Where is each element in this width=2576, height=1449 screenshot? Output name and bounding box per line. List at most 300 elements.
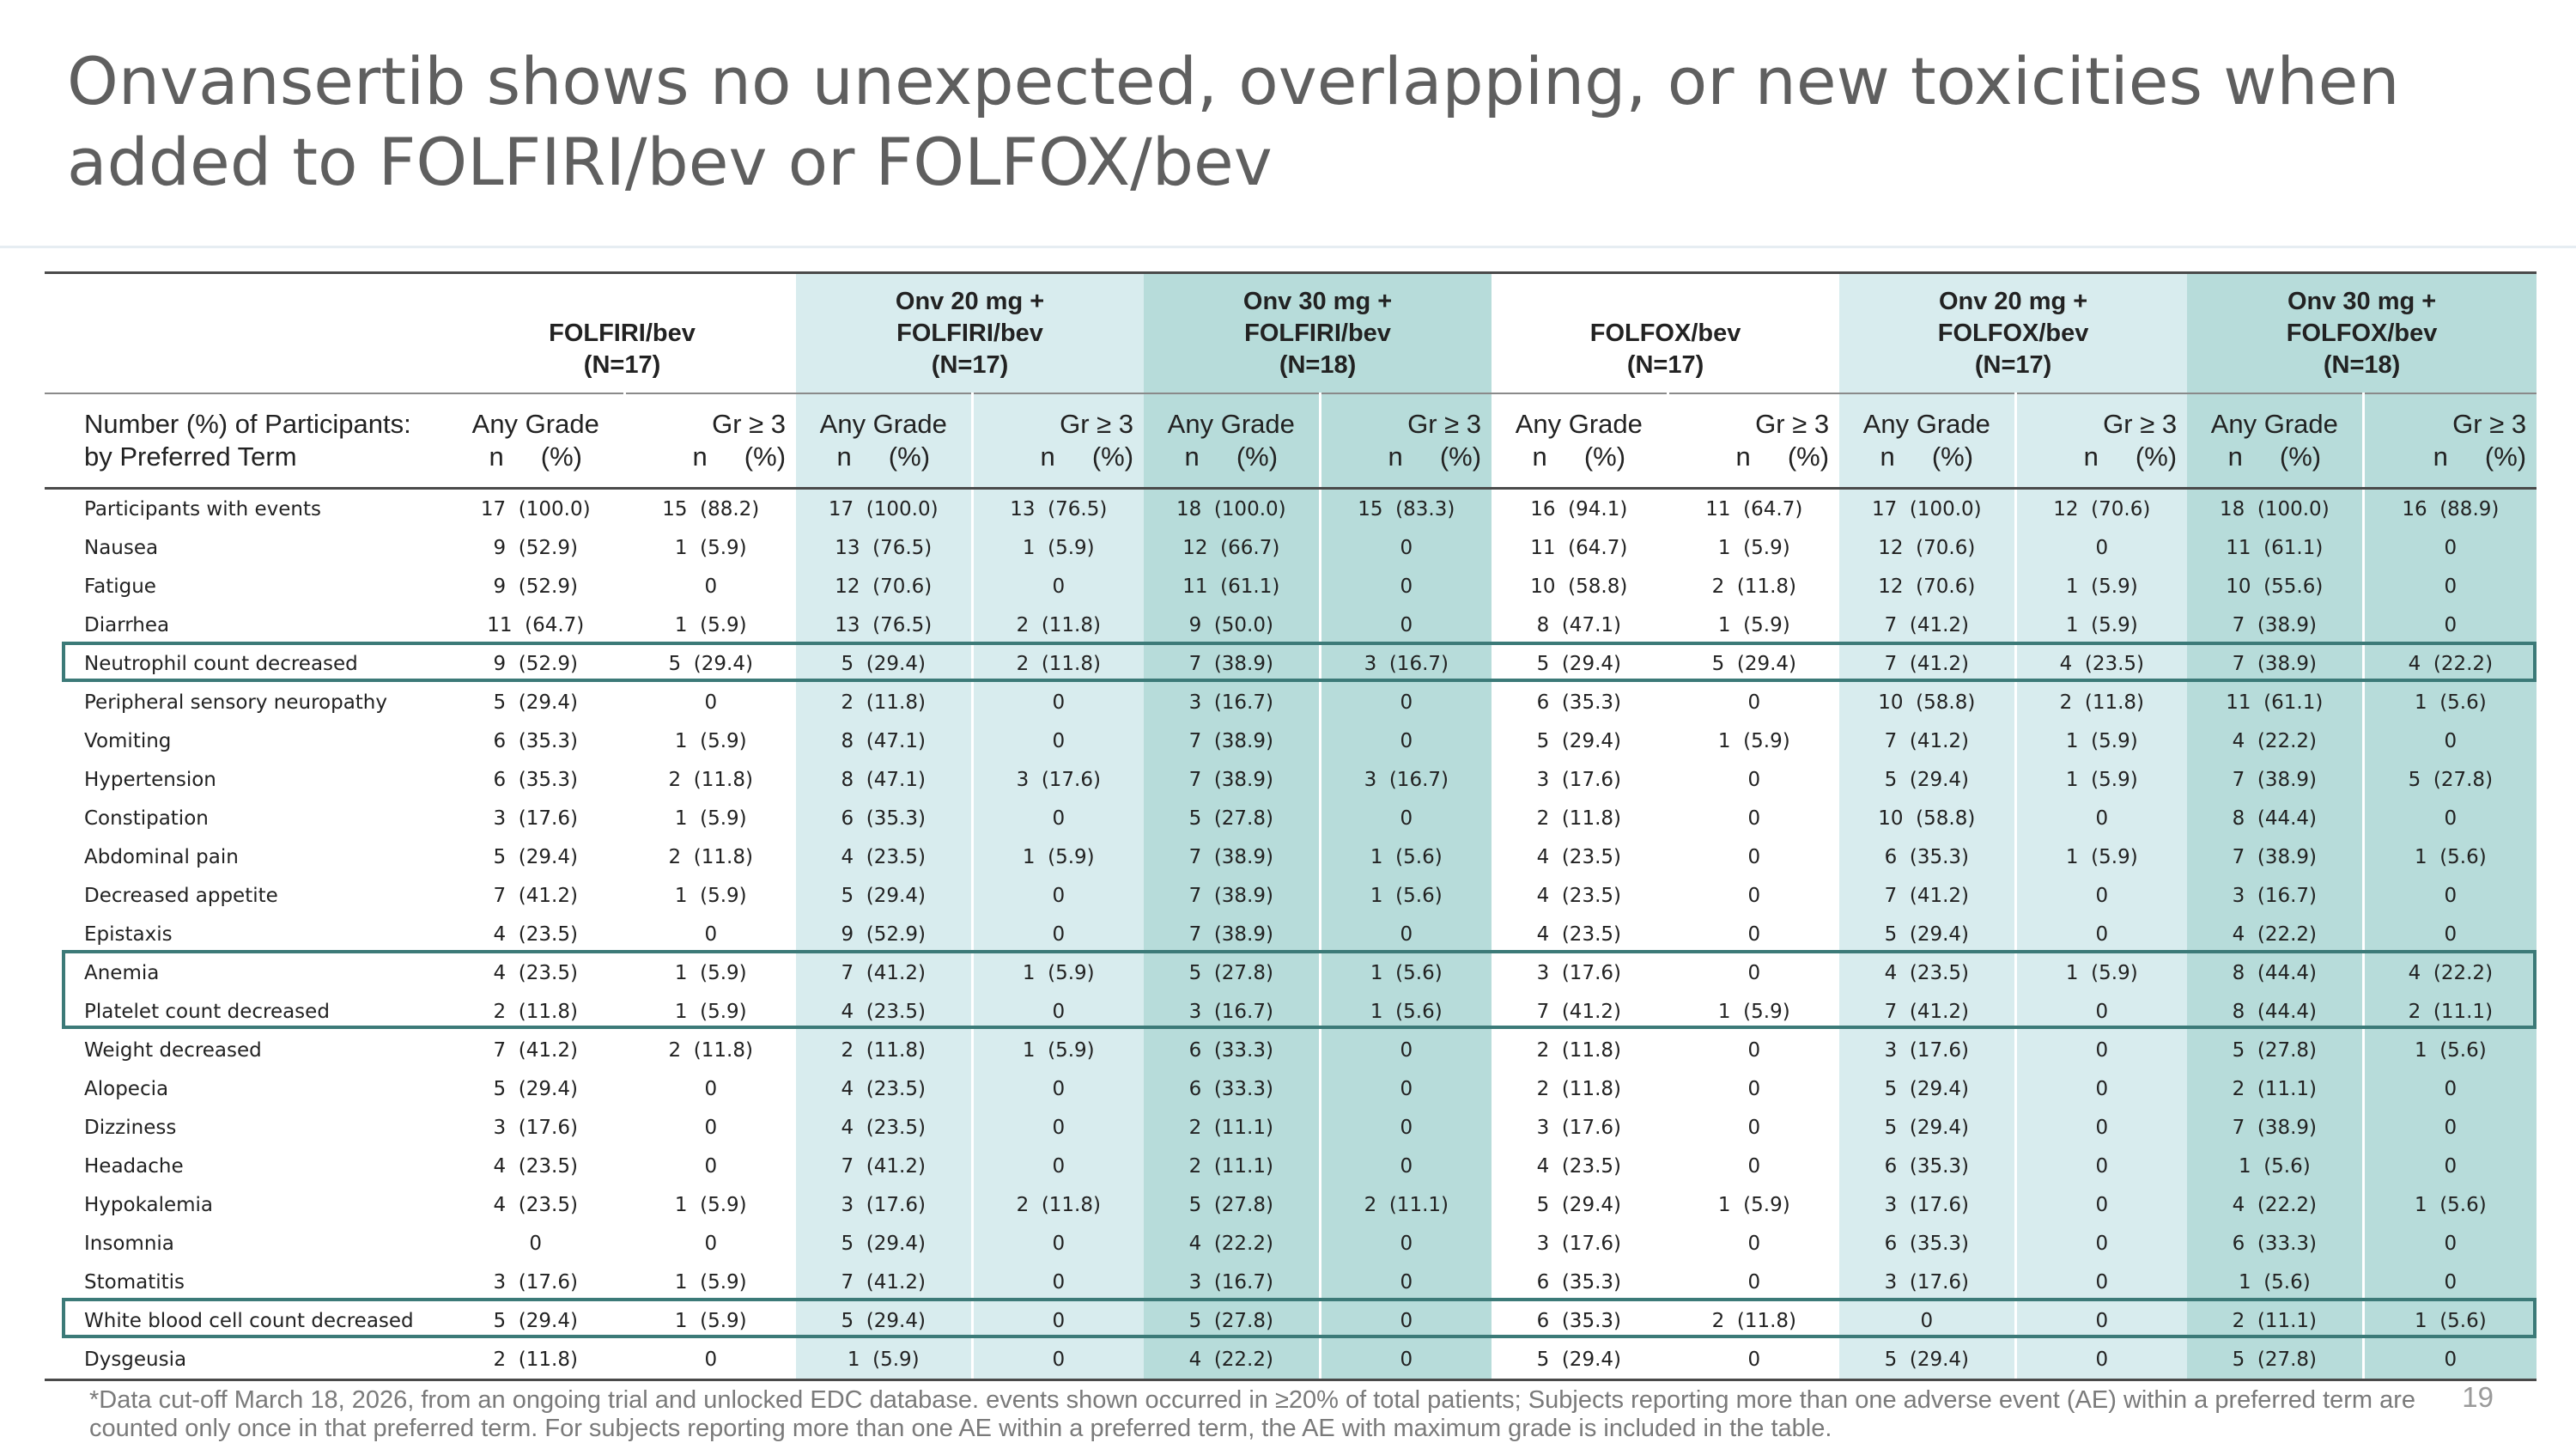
grade3-cell: 0 [1668, 915, 1839, 953]
any-grade-cell: 4 (22.2) [2187, 915, 2363, 953]
any-grade-cell: 12 (70.6) [1839, 528, 2015, 567]
table-row [45, 1340, 2537, 1380]
any-grade-cell: 4 (23.5) [796, 1108, 972, 1147]
any-grade-cell: 5 (27.8) [1144, 799, 1320, 837]
any-grade-cell: 7 (38.9) [2187, 606, 2363, 644]
grade3-cell: 0 [2363, 721, 2537, 760]
grade3-cell: 0 [1668, 1108, 1839, 1147]
any-grade-cell: 7 (38.9) [1144, 760, 1320, 799]
grade3-cell: 1 (5.9) [624, 953, 796, 992]
any-grade-cell: 13 (76.5) [796, 528, 972, 567]
any-grade-cell: 6 (35.3) [1536, 1309, 1621, 1332]
grade3-cell: 1 (5.9) [2015, 760, 2187, 799]
grade3-cell: 0 [1320, 1031, 1492, 1069]
sub-header-row [45, 393, 2537, 489]
preferred-term-cell: Anemia [84, 961, 160, 984]
grade3-cell: 1 (5.9) [972, 1031, 1144, 1069]
any-grade-cell: 9 (50.0) [1144, 606, 1320, 644]
any-grade-cell: 6 (33.3) [1144, 1031, 1320, 1069]
any-grade-cell: 10 (55.6) [2187, 567, 2363, 606]
grade3-cell: 2 (11.8) [2015, 683, 2187, 721]
grade3-cell: 0 [2015, 1301, 2187, 1340]
any-grade-cell: 4 (22.2) [2187, 1185, 2363, 1224]
grade3-cell: 0 [1668, 876, 1839, 915]
any-grade-cell: 7 (41.2) [1839, 876, 2015, 915]
any-grade-cell: 4 (22.2) [1144, 1340, 1320, 1380]
grade3-cell: 4 (22.2) [2363, 953, 2537, 992]
any-grade-cell: 7 (38.9) [1144, 837, 1320, 876]
grade3-cell: 12 (70.6) [2015, 489, 2187, 529]
any-grade-cell: 4 (23.5) [493, 961, 578, 984]
grade3-cell: 0 [972, 876, 1144, 915]
grade3-cell: 0 [2015, 1340, 2187, 1380]
any-grade-cell: 9 (52.9) [493, 652, 578, 675]
grade3-cell: 1 (5.9) [624, 606, 796, 644]
grade3-cell: 0 [1668, 1147, 1839, 1185]
table-row [45, 528, 2537, 567]
grade3-cell: 0 [2363, 1069, 2537, 1108]
any-grade-cell: 11 (61.1) [2187, 683, 2363, 721]
any-grade-cell: 5 (29.4) [1839, 760, 2015, 799]
title-divider [0, 246, 2576, 248]
grade3-cell: 3 (17.6) [972, 760, 1144, 799]
grade3-cell: 0 [1320, 528, 1492, 567]
grade3-header: Gr ≥ 3 n (%) [2363, 393, 2537, 489]
table-row [45, 1031, 2537, 1069]
grade3-cell: 5 (27.8) [2363, 760, 2537, 799]
any-grade-header: Any Grade n (%) [448, 393, 624, 489]
grade3-cell: 1 (5.9) [1668, 1185, 1839, 1224]
grade3-cell: 15 (88.2) [624, 489, 796, 529]
any-grade-cell: 5 (29.4) [493, 691, 578, 714]
any-grade-cell: 6 (35.3) [1839, 837, 2015, 876]
any-grade-cell: 17 (100.0) [480, 497, 591, 521]
any-grade-cell: 5 (29.4) [493, 1077, 578, 1100]
grade3-cell: 0 [972, 1263, 1144, 1301]
any-grade-cell: 4 (23.5) [1536, 884, 1621, 907]
any-grade-cell: 7 (38.9) [2187, 1108, 2363, 1147]
preferred-term-cell: Stomatitis [84, 1270, 185, 1294]
grade3-cell: 15 (83.3) [1320, 489, 1492, 529]
grade3-cell: 0 [2363, 915, 2537, 953]
any-grade-cell: 5 (27.8) [1144, 1301, 1320, 1340]
grade3-cell: 0 [1320, 915, 1492, 953]
grade3-cell: 0 [1320, 1108, 1492, 1147]
preferred-term-cell: Platelet count decreased [84, 1000, 330, 1023]
group-header-onv20-folfox-bev: Onv 20 mg + FOLFOX/bev (N=17) [1839, 273, 2187, 394]
table-row [45, 1301, 2537, 1340]
any-grade-cell: 7 (38.9) [1144, 721, 1320, 760]
grade3-cell: 0 [1668, 953, 1839, 992]
any-grade-cell: 7 (41.2) [1839, 644, 2015, 683]
any-grade-cell: 7 (41.2) [493, 884, 578, 907]
any-grade-cell: 2 (11.8) [1536, 1077, 1621, 1100]
grade3-cell: 0 [1668, 837, 1839, 876]
any-grade-cell: 5 (29.4) [796, 644, 972, 683]
preferred-term-cell: Neutrophil count decreased [84, 652, 358, 675]
grade3-cell: 1 (5.6) [1320, 992, 1492, 1031]
any-grade-cell: 11 (61.1) [2187, 528, 2363, 567]
any-grade-cell: 10 (58.8) [1530, 575, 1628, 598]
any-grade-cell: 6 (35.3) [1839, 1147, 2015, 1185]
any-grade-cell: 7 (41.2) [1839, 992, 2015, 1031]
any-grade-header: Any Grade n (%) [1144, 393, 1320, 489]
group-header-folfox-bev: FOLFOX/bev (N=17) [1492, 273, 1839, 394]
any-grade-cell: 2 (11.8) [493, 1000, 578, 1023]
any-grade-cell: 7 (41.2) [796, 953, 972, 992]
grade3-cell: 3 (16.7) [1320, 760, 1492, 799]
grade3-cell: 0 [1320, 606, 1492, 644]
footnote: *Data cut-off March 18, 2026, from an ongoing trial and unlocked EDC database. events shown occurred in ≥20% of total patients; Subjects reporting more than one adverse event (AE) within a preferred term are counted only once in that preferred term. For subjects reporting more than one AE within a preferred term, the AE with maximum grade is included in the table. [89, 1386, 2416, 1442]
grade3-cell: 1 (5.6) [1320, 837, 1492, 876]
grade3-cell: 0 [2363, 606, 2537, 644]
grade3-cell: 0 [1320, 567, 1492, 606]
table-body [45, 489, 2537, 1380]
group-header-onv30-folfox-bev: Onv 30 mg + FOLFOX/bev (N=18) [2187, 273, 2537, 394]
grade3-cell: 1 (5.9) [2015, 721, 2187, 760]
preferred-term-cell: Abdominal pain [84, 845, 239, 868]
preferred-term-cell: Participants with events [84, 497, 322, 521]
grade3-cell: 1 (5.9) [2015, 606, 2187, 644]
grade3-cell: 0 [972, 1340, 1144, 1380]
any-grade-cell: 10 (58.8) [1839, 799, 2015, 837]
grade3-cell: 0 [2015, 799, 2187, 837]
slide-title: Onvansertib shows no unexpected, overlapping, or new toxicities when added to FOLFIRI/bev or FOLFOX/bev [67, 43, 2400, 200]
grade3-cell: 0 [1668, 760, 1839, 799]
grade3-cell: 0 [1320, 1301, 1492, 1340]
grade3-header: Gr ≥ 3 n (%) [624, 393, 796, 489]
table-row [45, 1108, 2537, 1147]
group-header-onv20-folfiri-bev: Onv 20 mg + FOLFIRI/bev (N=17) [796, 273, 1144, 394]
any-grade-cell: 4 (23.5) [796, 1069, 972, 1108]
preferred-term-cell: Weight decreased [84, 1038, 262, 1062]
any-grade-header: Any Grade n (%) [2187, 393, 2363, 489]
table-row [45, 799, 2537, 837]
any-grade-cell: 4 (23.5) [493, 1154, 578, 1178]
any-grade-cell: 5 (29.4) [1536, 1193, 1621, 1216]
any-grade-cell: 16 (94.1) [1530, 497, 1628, 521]
grade3-cell: 0 [2015, 1185, 2187, 1224]
grade3-cell: 1 (5.6) [2363, 1185, 2537, 1224]
table-row [45, 953, 2537, 992]
grade3-cell: 0 [2015, 528, 2187, 567]
any-grade-cell: 5 (27.8) [2187, 1031, 2363, 1069]
grade3-cell: 0 [1668, 683, 1839, 721]
any-grade-cell: 2 (11.8) [1536, 1038, 1621, 1062]
any-grade-cell: 3 (16.7) [2187, 876, 2363, 915]
grade3-cell: 11 (64.7) [1668, 489, 1839, 529]
grade3-header: Gr ≥ 3 n (%) [1320, 393, 1492, 489]
any-grade-cell: 8 (44.4) [2187, 992, 2363, 1031]
any-grade-cell: 5 (29.4) [1536, 729, 1621, 752]
grade3-cell: 0 [1320, 1224, 1492, 1263]
grade3-cell: 1 (5.9) [2015, 837, 2187, 876]
any-grade-cell: 3 (16.7) [1144, 683, 1320, 721]
grade3-cell: 0 [972, 992, 1144, 1031]
any-grade-cell: 4 (23.5) [1536, 922, 1621, 946]
any-grade-header: Any Grade n (%) [1492, 393, 1668, 489]
grade3-cell: 0 [2015, 1069, 2187, 1108]
any-grade-cell: 9 (52.9) [493, 536, 578, 559]
grade3-cell: 1 (5.9) [624, 1301, 796, 1340]
grade3-cell: 0 [972, 567, 1144, 606]
any-grade-cell: 9 (52.9) [796, 915, 972, 953]
any-grade-cell: 12 (66.7) [1144, 528, 1320, 567]
any-grade-cell: 5 (29.4) [1839, 915, 2015, 953]
any-grade-header: Any Grade n (%) [1839, 393, 2015, 489]
row-header-label: Number (%) of Participants: by Preferred Term [45, 393, 448, 489]
grade3-cell: 1 (5.9) [624, 799, 796, 837]
preferred-term-cell: Decreased appetite [84, 884, 278, 907]
any-grade-cell: 5 (29.4) [796, 1224, 972, 1263]
grade3-cell: 5 (29.4) [1668, 644, 1839, 683]
grade3-cell: 0 [624, 1069, 796, 1108]
grade3-cell: 1 (5.9) [624, 1263, 796, 1301]
any-grade-cell: 2 (11.1) [2187, 1301, 2363, 1340]
grade3-cell: 1 (5.9) [2015, 953, 2187, 992]
table-row [45, 876, 2537, 915]
any-grade-cell: 8 (47.1) [796, 721, 972, 760]
grade3-cell: 1 (5.9) [1668, 528, 1839, 567]
grade3-cell: 0 [624, 1224, 796, 1263]
any-grade-cell: 7 (41.2) [1839, 721, 2015, 760]
table-row [45, 1224, 2537, 1263]
any-grade-cell: 5 (27.8) [1144, 1185, 1320, 1224]
grade3-cell: 13 (76.5) [972, 489, 1144, 529]
grade3-cell: 1 (5.9) [2015, 567, 2187, 606]
any-grade-cell: 5 (29.4) [493, 845, 578, 868]
preferred-term-cell: Dizziness [84, 1116, 177, 1139]
table-row [45, 567, 2537, 606]
adverse-events-table [45, 271, 2537, 1381]
grade3-cell: 1 (5.9) [972, 528, 1144, 567]
any-grade-cell: 11 (64.7) [487, 613, 585, 636]
grade3-cell: 0 [972, 1069, 1144, 1108]
any-grade-cell: 5 (29.4) [796, 1301, 972, 1340]
any-grade-cell: 4 (23.5) [796, 837, 972, 876]
grade3-cell: 0 [1320, 1340, 1492, 1380]
preferred-term-cell: Diarrhea [84, 613, 170, 636]
any-grade-cell: 2 (11.1) [1144, 1147, 1320, 1185]
grade3-cell: 0 [1668, 1069, 1839, 1108]
any-grade-cell: 6 (33.3) [2187, 1224, 2363, 1263]
any-grade-cell: 5 (27.8) [1144, 953, 1320, 992]
grade3-cell: 0 [972, 721, 1144, 760]
table-row [45, 1147, 2537, 1185]
grade3-cell: 0 [1320, 799, 1492, 837]
any-grade-cell: 4 (23.5) [796, 992, 972, 1031]
grade3-cell: 1 (5.6) [2363, 1031, 2537, 1069]
preferred-term-cell: Alopecia [84, 1077, 169, 1100]
grade3-cell: 0 [972, 799, 1144, 837]
grade3-cell: 0 [2363, 1147, 2537, 1185]
any-grade-cell: 12 (70.6) [1839, 567, 2015, 606]
table-row [45, 489, 2537, 529]
corner-cell [45, 273, 448, 394]
any-grade-cell: 2 (11.8) [448, 1340, 624, 1380]
any-grade-cell: 6 (35.3) [493, 729, 578, 752]
any-grade-cell: 3 (16.7) [1144, 992, 1320, 1031]
any-grade-cell: 5 (29.4) [493, 1309, 578, 1332]
any-grade-cell: 6 (35.3) [796, 799, 972, 837]
any-grade-cell: 3 (17.6) [493, 1270, 578, 1294]
grade3-cell: 1 (5.6) [2363, 837, 2537, 876]
table-row [45, 1185, 2537, 1224]
grade3-cell: 2 (11.8) [972, 1185, 1144, 1224]
grade3-header: Gr ≥ 3 n (%) [972, 393, 1144, 489]
grade3-cell: 1 (5.6) [1320, 876, 1492, 915]
grade3-cell: 1 (5.9) [1668, 721, 1839, 760]
grade3-cell: 2 (11.8) [624, 1031, 796, 1069]
table-row [45, 1069, 2537, 1108]
grade3-cell: 0 [624, 915, 796, 953]
any-grade-cell: 3 (17.6) [1839, 1263, 2015, 1301]
grade3-cell: 1 (5.9) [624, 1185, 796, 1224]
grade3-cell: 0 [1668, 1224, 1839, 1263]
table-row [45, 837, 2537, 876]
grade3-cell: 0 [624, 567, 796, 606]
table-row [45, 992, 2537, 1031]
preferred-term-cell: Epistaxis [84, 922, 173, 946]
any-grade-cell: 6 (35.3) [1839, 1224, 2015, 1263]
grade3-cell: 3 (16.7) [1320, 644, 1492, 683]
any-grade-cell: 2 (11.8) [796, 1031, 972, 1069]
any-grade-cell: 3 (17.6) [1839, 1185, 2015, 1224]
any-grade-cell: 8 (47.1) [796, 760, 972, 799]
grade3-cell: 0 [2015, 1031, 2187, 1069]
grade3-cell: 0 [2363, 528, 2537, 567]
any-grade-cell: 6 (33.3) [1144, 1069, 1320, 1108]
any-grade-cell: 7 (41.2) [796, 1263, 972, 1301]
preferred-term-cell: Hypokalemia [84, 1193, 214, 1216]
group-header-folfiri-bev: FOLFIRI/bev (N=17) [448, 273, 796, 394]
table-row [45, 760, 2537, 799]
any-grade-cell: 17 (100.0) [796, 489, 972, 529]
any-grade-cell: 5 (29.4) [1839, 1340, 2015, 1380]
grade3-cell: 0 [2015, 1108, 2187, 1147]
any-grade-cell: 7 (38.9) [1144, 915, 1320, 953]
any-grade-cell: 3 (17.6) [1536, 961, 1621, 984]
grade3-cell: 0 [972, 1108, 1144, 1147]
any-grade-cell: 11 (61.1) [1144, 567, 1320, 606]
preferred-term-cell: Hypertension [84, 768, 216, 791]
grade3-cell: 0 [2015, 992, 2187, 1031]
any-grade-cell: 7 (41.2) [493, 1038, 578, 1062]
grade3-cell: 0 [2363, 876, 2537, 915]
any-grade-cell: 4 (22.2) [1144, 1224, 1320, 1263]
grade3-cell: 0 [972, 683, 1144, 721]
preferred-term-cell: Nausea [84, 536, 159, 559]
grade3-cell: 1 (5.9) [624, 992, 796, 1031]
any-grade-cell: 3 (16.7) [1144, 1263, 1320, 1301]
grade3-cell: 0 [624, 1147, 796, 1185]
any-grade-cell: 5 (29.4) [1839, 1069, 2015, 1108]
any-grade-cell: 4 (23.5) [493, 922, 578, 946]
any-grade-cell: 3 (17.6) [796, 1185, 972, 1224]
any-grade-cell: 7 (41.2) [796, 1147, 972, 1185]
table-row [45, 606, 2537, 644]
grade3-cell: 0 [2363, 1263, 2537, 1301]
grade3-cell: 4 (22.2) [2363, 644, 2537, 683]
any-grade-cell: 1 (5.6) [2187, 1263, 2363, 1301]
grade3-cell: 1 (5.6) [2363, 683, 2537, 721]
grade3-cell: 1 (5.9) [1668, 606, 1839, 644]
any-grade-cell: 8 (44.4) [2187, 953, 2363, 992]
page-number: 19 [2462, 1381, 2494, 1413]
grade3-cell: 0 [2363, 1340, 2537, 1380]
any-grade-cell: 4 (22.2) [2187, 721, 2363, 760]
any-grade-cell: 13 (76.5) [796, 606, 972, 644]
grade3-cell: 0 [1320, 1147, 1492, 1185]
any-grade-cell: 8 (44.4) [2187, 799, 2363, 837]
any-grade-cell: 3 (17.6) [493, 1116, 578, 1139]
any-grade-cell: 12 (70.6) [796, 567, 972, 606]
grade3-cell: 0 [972, 915, 1144, 953]
grade3-cell: 0 [1668, 799, 1839, 837]
grade3-cell: 16 (88.9) [2363, 489, 2537, 529]
grade3-cell: 0 [1320, 721, 1492, 760]
group-header-onv30-folfiri-bev: Onv 30 mg + FOLFIRI/bev (N=18) [1144, 273, 1492, 394]
grade3-cell: 1 (5.6) [1320, 953, 1492, 992]
any-grade-cell: 2 (11.1) [2187, 1069, 2363, 1108]
preferred-term-cell: Constipation [84, 807, 209, 830]
grade3-cell: 0 [1668, 1340, 1839, 1380]
grade3-cell: 0 [972, 1301, 1144, 1340]
any-grade-cell: 5 (29.4) [796, 876, 972, 915]
table-row [45, 721, 2537, 760]
any-grade-cell: 7 (38.9) [1144, 876, 1320, 915]
grade3-cell: 0 [2015, 876, 2187, 915]
grade3-cell: 1 (5.9) [624, 528, 796, 567]
table-row [45, 683, 2537, 721]
table-row [45, 644, 2537, 683]
grade3-cell: 0 [972, 1224, 1144, 1263]
adverse-events-table-wrapper [45, 271, 2537, 1381]
grade3-cell: 0 [2363, 567, 2537, 606]
any-grade-cell: 17 (100.0) [1839, 489, 2015, 529]
any-grade-cell: 5 (27.8) [2187, 1340, 2363, 1380]
grade3-cell: 2 (11.8) [972, 644, 1144, 683]
grade3-cell: 2 (11.1) [2363, 992, 2537, 1031]
group-header-row [45, 273, 2537, 394]
any-grade-cell: 0 [1839, 1301, 2015, 1340]
preferred-term-cell: White blood cell count decreased [84, 1309, 414, 1332]
grade3-cell: 0 [972, 1147, 1144, 1185]
any-grade-cell: 5 (29.4) [1492, 1340, 1668, 1380]
grade3-cell: 0 [2363, 1108, 2537, 1147]
grade3-cell: 1 (5.9) [624, 721, 796, 760]
grade3-cell: 0 [2015, 1147, 2187, 1185]
grade3-cell: 5 (29.4) [624, 644, 796, 683]
any-grade-cell: 4 (23.5) [1536, 1154, 1621, 1178]
any-grade-cell: 10 (58.8) [1839, 683, 2015, 721]
preferred-term-cell: Vomiting [84, 729, 172, 752]
grade3-cell: 0 [1668, 1031, 1839, 1069]
grade3-cell: 0 [624, 1108, 796, 1147]
any-grade-cell: 0 [529, 1232, 543, 1255]
grade3-cell: 2 (11.8) [1668, 1301, 1839, 1340]
any-grade-header: Any Grade n (%) [796, 393, 972, 489]
any-grade-cell: 9 (52.9) [493, 575, 578, 598]
any-grade-cell: 3 (17.6) [493, 807, 578, 830]
any-grade-cell: 4 (23.5) [493, 1193, 578, 1216]
grade3-cell: 1 (5.6) [2363, 1301, 2537, 1340]
grade3-cell: 0 [2015, 1263, 2187, 1301]
any-grade-cell: 5 (29.4) [1536, 652, 1621, 675]
grade3-cell: 0 [1320, 683, 1492, 721]
preferred-term-cell: Dysgeusia [45, 1340, 448, 1380]
grade3-cell: 0 [1320, 1263, 1492, 1301]
